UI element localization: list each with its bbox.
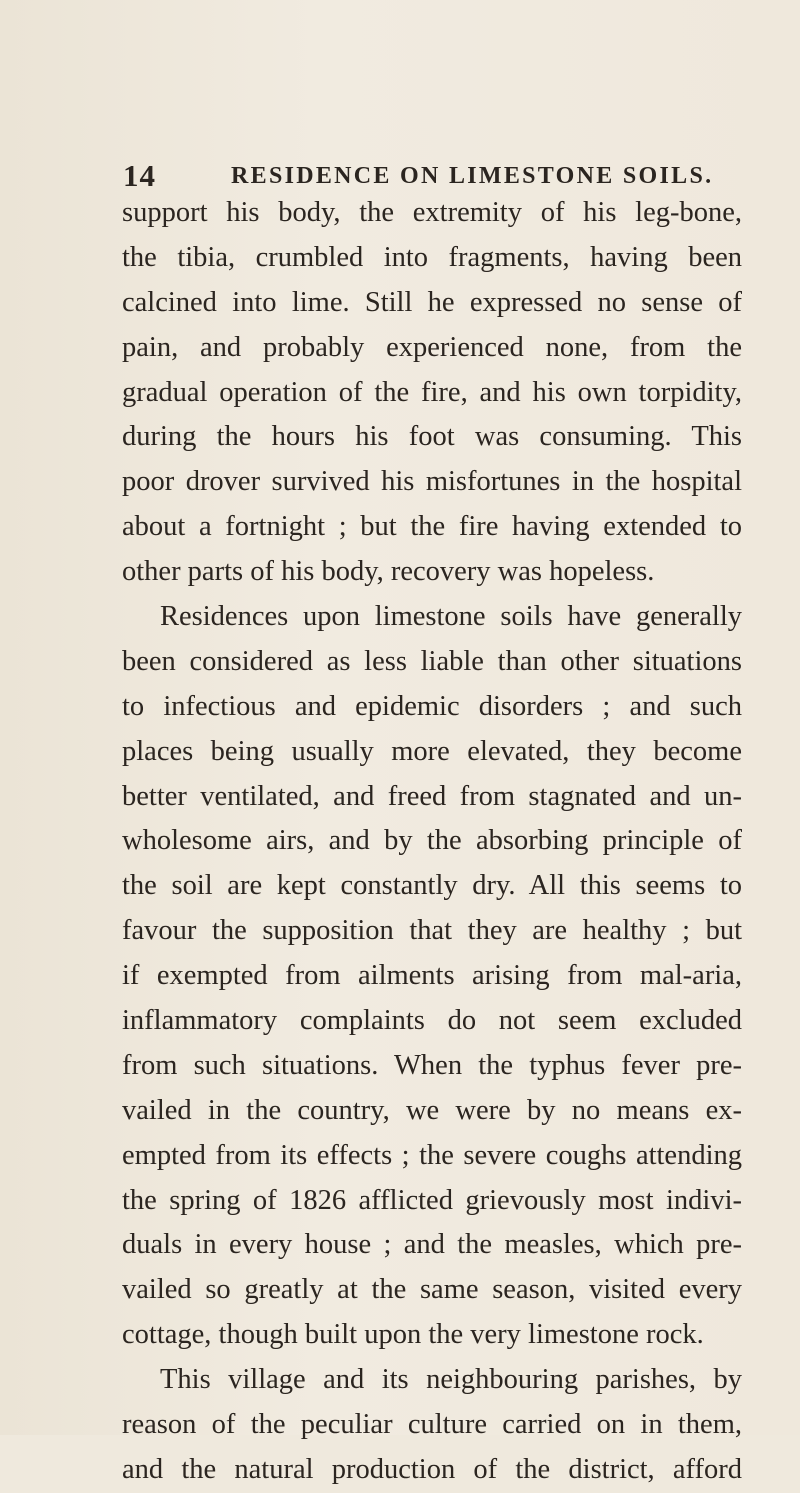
- text-line: gradual operation of the fire, and his own torpidity,: [122, 376, 742, 408]
- text-line: from such situations. When the typhus fever pre-: [122, 1049, 742, 1081]
- text-line: support his body, the extremity of his leg-bone,: [122, 197, 742, 228]
- paragraph-start-line: This village and its neighbouring parishes, by: [160, 1364, 742, 1396]
- text-line: wholesome airs, and by the absorbing principle of: [122, 825, 742, 857]
- text-line: the tibia, crumbled into fragments, having been: [122, 241, 742, 273]
- page-number: 14: [123, 158, 156, 193]
- text-line: the spring of 1826 afflicted grievously most indivi-: [122, 1184, 742, 1216]
- running-head: RESIDENCE ON LIMESTONE SOILS.: [231, 163, 714, 189]
- text-line: better ventilated, and freed from stagnated and un-: [122, 780, 742, 812]
- text-line: favour the supposition that they are healthy ; but: [122, 915, 742, 947]
- text-line: to infectious and epidemic disorders ; and such: [122, 690, 742, 722]
- text-line: about a fortnight ; but the fire having extended to: [122, 511, 742, 543]
- body-text: [122, 191, 742, 1493]
- text-line: pain, and probably experienced none, from the: [122, 331, 742, 363]
- text-line: if exempted from ailments arising from mal-aria,: [122, 960, 742, 992]
- text-line: calcined into lime. Still he expressed no sense of: [122, 286, 742, 318]
- text-line: and the natural production of the district, afford: [122, 1453, 742, 1485]
- text-line: places being usually more elevated, they become: [122, 735, 742, 767]
- text-line: duals in every house ; and the measles, which pre-: [122, 1229, 742, 1261]
- text-line: inflammatory complaints do not seem excluded: [122, 1005, 742, 1037]
- text-line: vailed so greatly at the same season, visited every: [122, 1274, 742, 1306]
- paragraph-end-line: cottage, though built upon the very limestone rock.: [122, 1319, 704, 1351]
- text-line: vailed in the country, we were by no means ex-: [122, 1094, 742, 1126]
- text-line: been considered as less liable than other situations: [122, 645, 742, 677]
- text-line: during the hours his foot was consuming. This: [122, 421, 742, 453]
- text-line: reason of the peculiar culture carried on in them,: [122, 1409, 742, 1441]
- paragraph-end-line: other parts of his body, recovery was hopeless.: [122, 556, 655, 588]
- text-line: the soil are kept constantly dry. All this seems to: [122, 870, 742, 902]
- paragraph-start-line: Residences upon limestone soils have generally: [160, 601, 742, 633]
- text-line: empted from its effects ; the severe coughs attending: [122, 1139, 742, 1171]
- text-line: poor drover survived his misfortunes in the hospital: [122, 466, 742, 498]
